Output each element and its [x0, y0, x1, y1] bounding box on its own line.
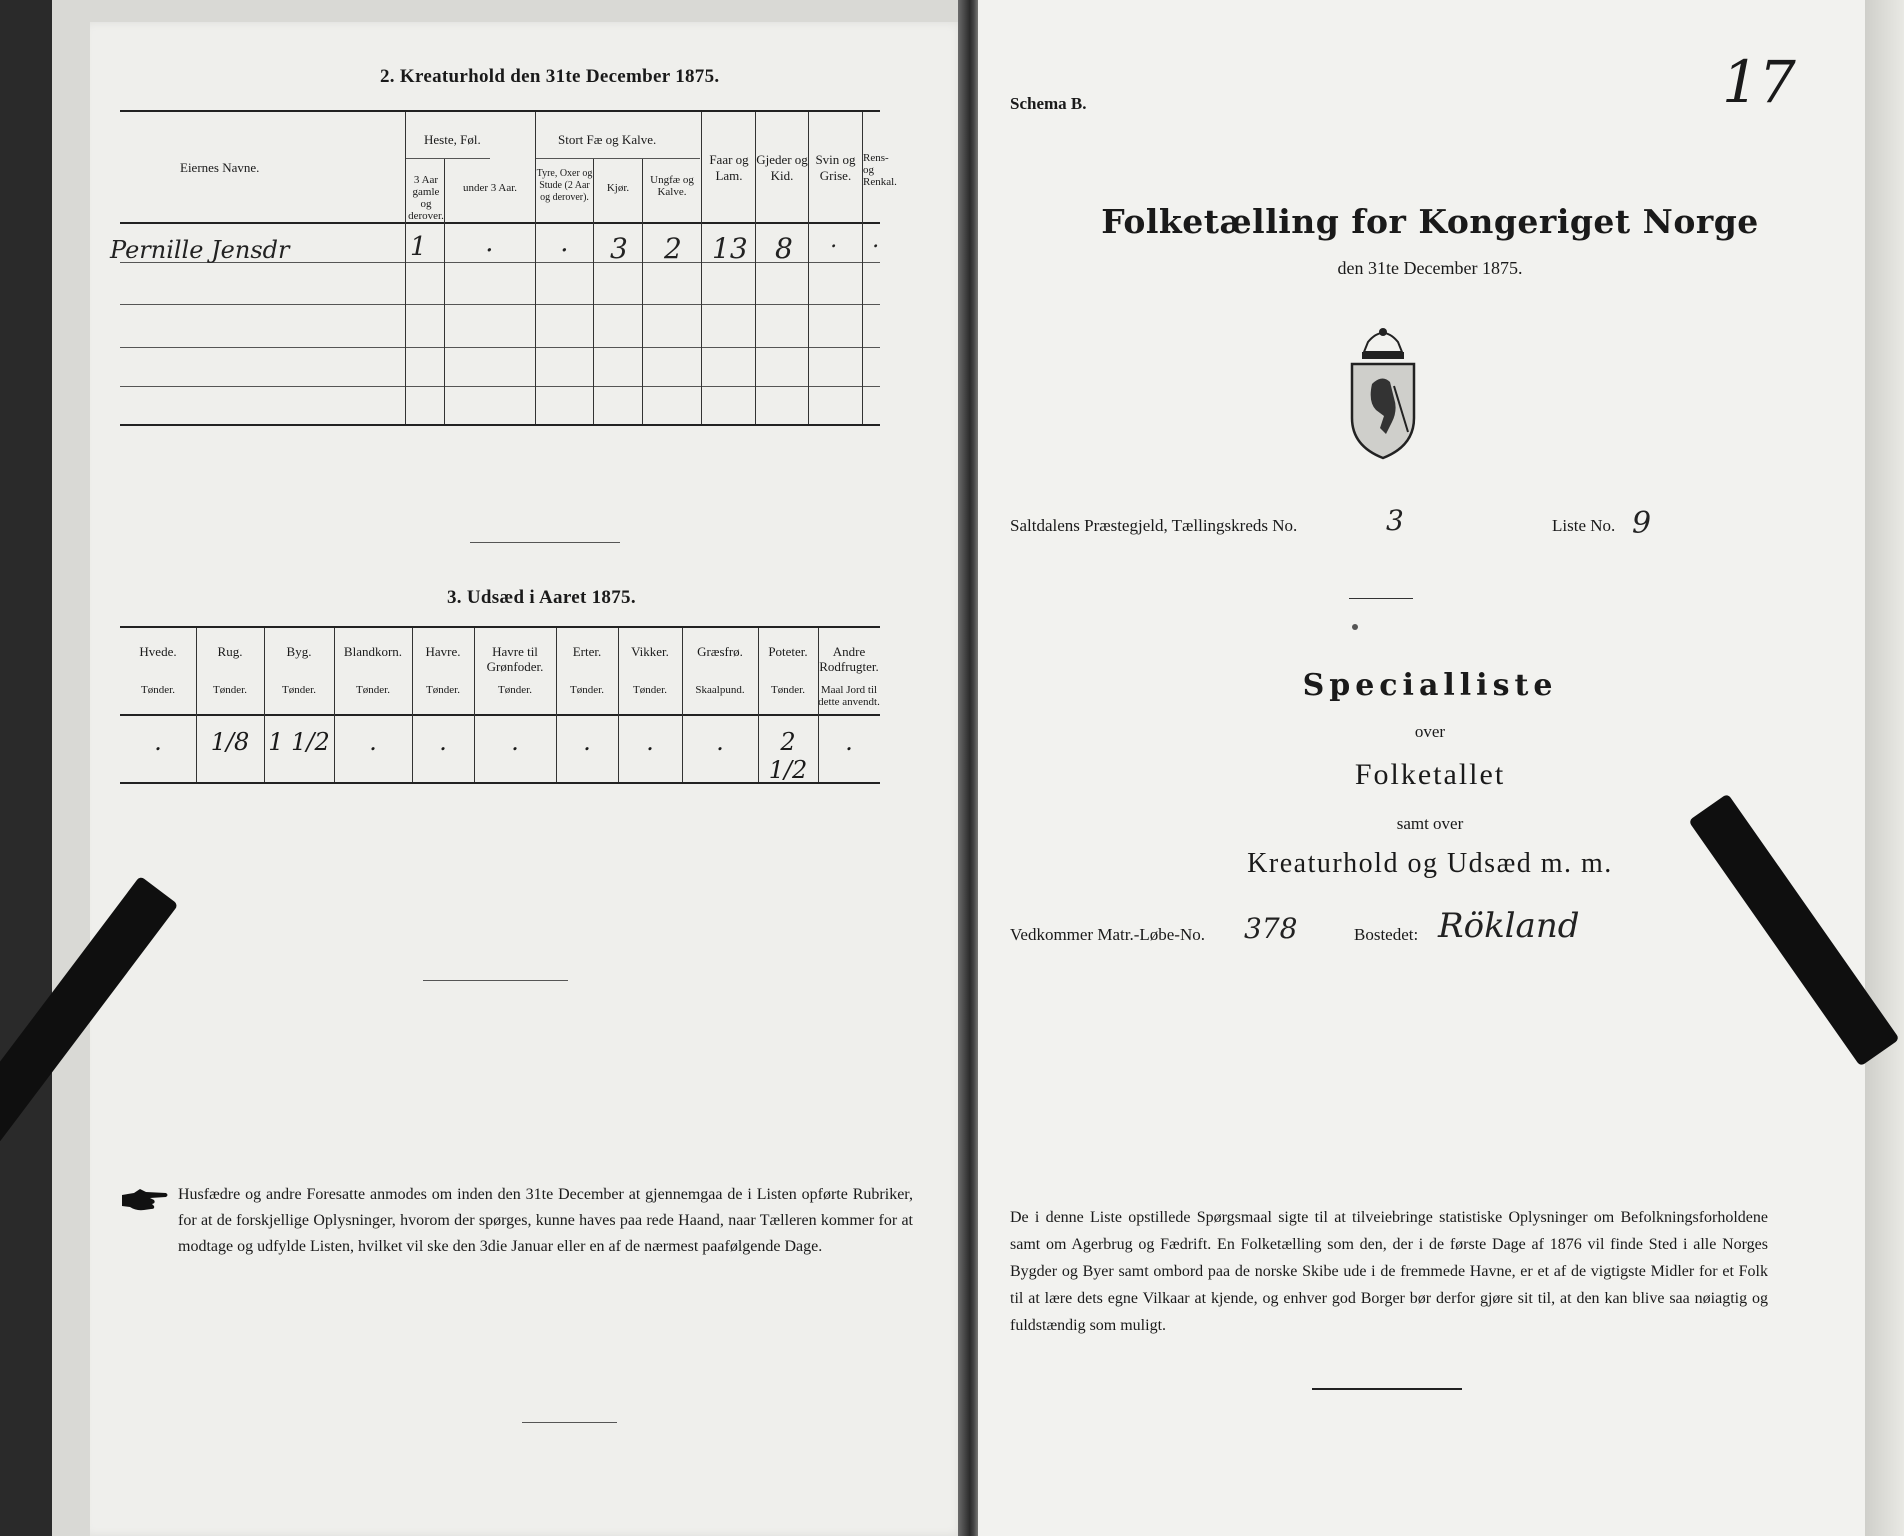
- udsaed-column: [556, 628, 619, 782]
- col-divider: [593, 159, 594, 424]
- udsaed-unit: Tønder.: [282, 684, 316, 696]
- udsaed-header: Havre til Grønfoder.: [486, 644, 544, 674]
- separator-rule: [470, 542, 620, 543]
- udsaed-value: 1 1/2: [268, 728, 330, 756]
- table2-header-rule: [120, 222, 880, 224]
- owner-name: Pernille Jensdr: [110, 236, 290, 264]
- bosted-value: Rökland: [1438, 906, 1580, 946]
- udsaed-column: [264, 628, 335, 782]
- udsaed-column: [818, 628, 880, 782]
- udsaed-unit: Tønder.: [426, 684, 460, 696]
- section2-title: 2. Kreaturhold den 31te December 1875.: [380, 66, 720, 87]
- right-page-edge: [1865, 0, 1904, 1536]
- udsaed-unit: Tønder.: [633, 684, 667, 696]
- udsaed-value: ․: [510, 728, 520, 756]
- val-svin: ․: [830, 228, 838, 253]
- udsaed-value: ․: [438, 728, 448, 756]
- header-svin: Svin og Grise.: [815, 152, 856, 183]
- val-heste3: 1: [410, 232, 427, 262]
- udsaed-unit: Skaalpund.: [695, 684, 745, 696]
- parish-label: Saltdalens Præstegjeld, Tællingskreds No.: [1010, 516, 1298, 535]
- col-divider: [405, 112, 406, 424]
- table2-top-rule: [120, 110, 880, 112]
- left-page: [90, 22, 965, 1536]
- udsaed-column: [412, 628, 475, 782]
- udsaed-value: ․: [645, 728, 655, 756]
- udsaed-header: Blandkorn.: [343, 644, 403, 659]
- header-heste: Heste, Føl.: [424, 132, 481, 147]
- col-divider: [701, 112, 702, 424]
- val-rens: ․: [872, 228, 880, 253]
- udsaed-unit: Tønder.: [141, 684, 175, 696]
- kreaturhold-heading: Kreaturhold og Udsæd m. m.: [1247, 848, 1613, 879]
- separator-rule: [1349, 598, 1413, 599]
- info-paragraph: De i denne Liste opstillede Spørgsmaal sigte til at tilveiebringe statistiske Oplysninger om Befolkningsforholdene samt om Agerbrug og Fædrift. En Folketælling som den, der i de første Dage af 1876 vil finde Sted i alle Norges Bygder og Byer samt ombord paa de norske Skibe ude i de fremmede Havne, er et af de vigtigste Midler for et Folk til at lære dets egne Vilkaar at kjende, og enhver god Borger bør derfor gjøre sit til, at den kan blive saa nøiagtig og fuldstændig som muligt.: [1010, 1209, 1768, 1334]
- udsaed-column: [334, 628, 413, 782]
- val-kjor: 3: [610, 232, 628, 265]
- pointing-hand-icon: [120, 1187, 170, 1213]
- heste-sub-rule: [405, 158, 490, 159]
- udsaed-header: Hvede.: [139, 644, 177, 659]
- stort-sub-rule: [535, 158, 700, 159]
- udsaed-value: ․: [153, 728, 163, 756]
- udsaed-unit: Tønder.: [213, 684, 247, 696]
- liste-label: Liste No.: [1552, 516, 1616, 535]
- val-tyre: ․: [560, 228, 569, 258]
- udsaed-unit: Tønder.: [570, 684, 604, 696]
- section3-title: 3. Udsæd i Aaret 1875.: [447, 587, 636, 608]
- header-heste-3aar: 3 Aar gamle og derover.: [408, 174, 444, 222]
- udsaed-value: ․: [844, 728, 854, 756]
- udsaed-value: ․: [368, 728, 378, 756]
- bosted-label: Bostedet:: [1354, 925, 1419, 944]
- notice-text: Husfædre og andre Foresatte anmodes om inden den 31te December at gjennemgaa de i Listen opførte Rubriker, for at de forskjellige Oplysninger, hvorom der spørges, kunne haves paa rede Haand, naar Tælleren kommer for at modtage og udfylde Listen, hvilket vil ske den 3die Januar eller en af de nærmest paafølgende Dage.: [178, 1186, 913, 1255]
- val-ungfae: 2: [664, 232, 682, 265]
- udsaed-value: ․: [715, 728, 725, 756]
- header-faar: Faar og Lam.: [709, 152, 749, 183]
- folketallet-heading: Folketallet: [1354, 758, 1506, 791]
- udsaed-header: Andre Rodfrugter.: [819, 644, 879, 674]
- document-title: Folketælling for Kongeriget Norge: [1101, 202, 1759, 241]
- header-kjor: Kjør.: [606, 182, 630, 194]
- separator-rule: [1312, 1388, 1462, 1390]
- header-ungfae: Ungfæ og Kalve.: [650, 174, 694, 198]
- udsaed-value: 1/8: [210, 728, 250, 756]
- udsaed-header: Poteter.: [768, 644, 808, 659]
- header-owner: Eiernes Navne.: [180, 160, 260, 175]
- udsaed-header: Erter.: [572, 644, 602, 659]
- val-heste-under: ․: [485, 228, 494, 258]
- udsaed-header: Havre.: [425, 644, 461, 659]
- udsaed-header: Vikker.: [631, 644, 669, 659]
- over-text: over: [1414, 722, 1446, 741]
- udsaed-header: Byg.: [286, 644, 312, 659]
- dot-mark: [1352, 624, 1358, 630]
- header-stort: Stort Fæ og Kalve.: [558, 132, 657, 147]
- udsaed-value: ․: [582, 728, 592, 756]
- udsaed-header: Rug.: [217, 644, 243, 659]
- matr-number: 378: [1244, 912, 1298, 945]
- matr-label: Vedkommer Matr.-Løbe-No.: [1010, 925, 1205, 944]
- udsaed-header: Græsfrø.: [697, 644, 743, 659]
- udsaed-column: [474, 628, 557, 782]
- udsaed-column: [682, 628, 759, 782]
- kreds-number: 3: [1386, 504, 1404, 537]
- separator-rule: [522, 1422, 617, 1423]
- col-divider: [642, 159, 643, 424]
- col-divider: [535, 112, 536, 424]
- liste-number: 9: [1632, 506, 1652, 541]
- val-faar: 13: [712, 232, 748, 265]
- header-rens: Rens- og Renkal.: [863, 152, 897, 188]
- udsaed-column: [120, 628, 197, 782]
- udsaed-value: 2 1/2: [768, 728, 808, 784]
- table2-bottom-rule: [120, 424, 880, 426]
- udsaed-unit: Tønder.: [356, 684, 390, 696]
- header-heste-under: under 3 Aar.: [462, 182, 518, 194]
- udsaed-column: [196, 628, 265, 782]
- udsaed-column: [758, 628, 819, 782]
- samt-over-text: samt over: [1396, 814, 1464, 833]
- page-number: 17: [1722, 48, 1796, 116]
- udsaed-table: [120, 628, 880, 782]
- norwegian-coat-of-arms-icon: [1338, 322, 1428, 462]
- udsaed-unit: Tønder.: [498, 684, 532, 696]
- udsaed-unit: Tønder.: [771, 684, 805, 696]
- table2-row-line: [120, 386, 880, 387]
- udsaed-unit: Maal Jord til dette anvendt.: [818, 684, 880, 708]
- udsaed-column: [618, 628, 683, 782]
- schema-label: Schema B.: [1010, 94, 1087, 113]
- table2-row-line: [120, 304, 880, 305]
- specialliste-heading: Specialliste: [1302, 668, 1558, 703]
- header-tyre: Tyre, Oxer og Stude (2 Aar og derover).: [536, 168, 593, 203]
- table2-row-line: [120, 347, 880, 348]
- header-gjeder: Gjeder og Kid.: [756, 152, 808, 183]
- document-date: den 31te December 1875.: [1337, 258, 1523, 278]
- val-gjeder: 8: [775, 232, 793, 265]
- separator-rule: [423, 980, 568, 981]
